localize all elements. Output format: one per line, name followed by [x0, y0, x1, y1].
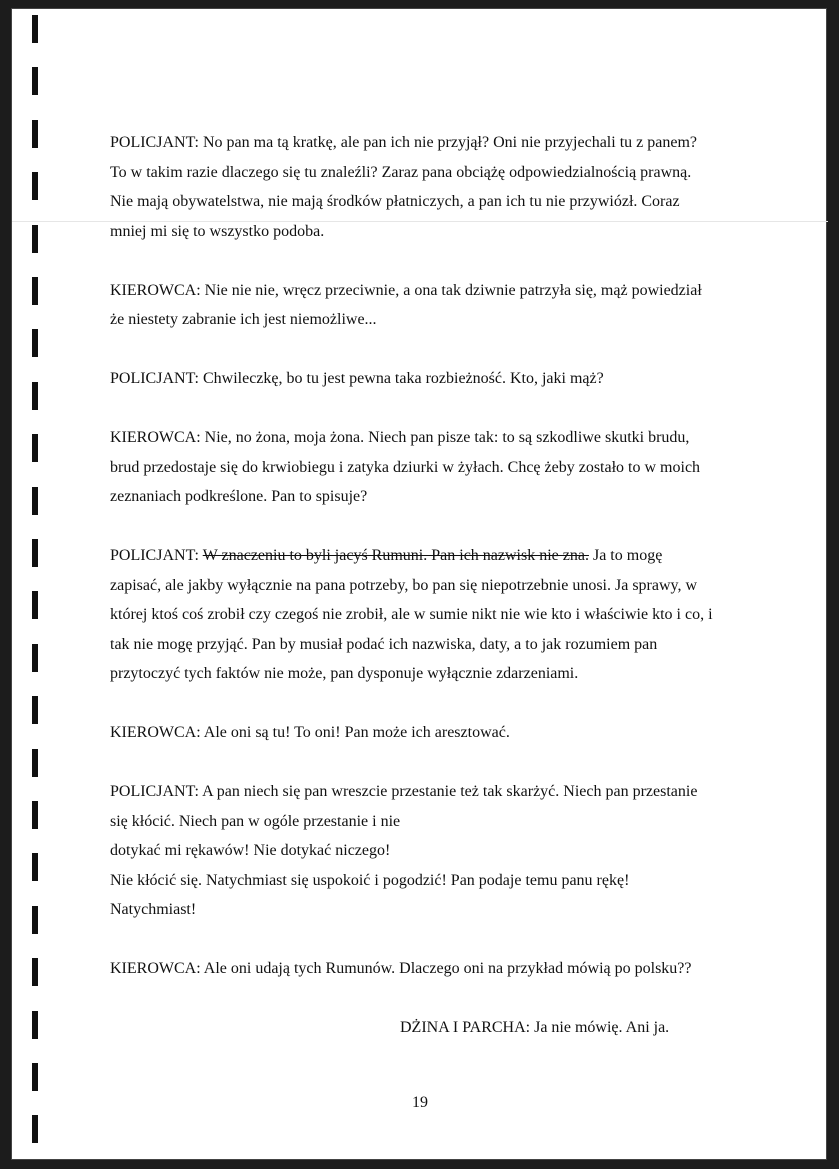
binding-hole	[32, 120, 38, 148]
dialogue-line: To w takim razie dlaczego się tu znaleźli? Zaraz pana obciążę odpowiedzialnością prawną.	[110, 163, 692, 181]
binding-hole	[32, 958, 38, 986]
dialogue-line: brud przedostaje się do krwiobiegu i zatyka dziurki w żyłach. Chcę żeby zostało to w moich	[110, 458, 701, 476]
dialogue-line: zapisać, ale jakby wyłącznie na pana potrzeby, bo pan się niepotrzebnie unosi. Ja sprawy, w	[110, 576, 698, 594]
speaker-name: DŻINA I PARCHA:	[400, 1019, 531, 1036]
dialogue-paragraph	[110, 364, 730, 394]
struck-text: W znaczeniu to byli jacyś Rumuni. Pan ich nazwisk nie zna.	[202, 547, 589, 564]
dialogue-line: przytoczyć tych faktów nie może, pan dysponuje wyłącznie zdarzeniami.	[110, 665, 579, 682]
dialogue-paragraph	[110, 954, 730, 984]
dialogue-line: Nie nie nie, wręcz przeciwnie, a ona tak dziwnie patrzyła się, mąż powiedział	[204, 281, 702, 299]
dialogue-line: tak nie mogę przyjąć. Pan by musiał podać ich nazwiska, daty, a to jak rozumiem pan	[110, 635, 658, 653]
dialogue-line: zeznaniach podkreślone. Pan to spisuje?	[110, 488, 368, 505]
dialogue-line: A pan niech się pan wreszcie przestanie też tak skarżyć. Niech pan przestanie	[202, 783, 698, 800]
dialogue-line: Chwileczkę, bo tu jest pewna taka rozbieżność. Kto, jaki mąż?	[202, 370, 604, 387]
dialogue-line: No pan ma tą kratkę, ale pan ich nie przyjął? Oni nie przyjechali tu z panem?	[202, 134, 697, 151]
dialogue-paragraph	[110, 423, 730, 512]
binding-hole	[32, 1011, 38, 1039]
binding-hole	[32, 1063, 38, 1091]
speaker-name: KIEROWCA:	[110, 724, 201, 741]
dialogue-line: Ale oni są tu! To oni! Pan może ich aresztować.	[203, 724, 510, 741]
dialogue-line: Nie kłócić się. Natychmiast się uspokoić i pogodzić! Pan podaje temu panu rękę!	[110, 871, 630, 889]
binding-hole	[32, 696, 38, 724]
dialogue-paragraph	[110, 541, 730, 689]
dialogue-line: Ja nie mówię. Ani ja.	[534, 1019, 670, 1036]
binding-hole	[32, 539, 38, 567]
dialogue-paragraph	[110, 128, 730, 246]
dialogue-line: że niestety zabranie ich jest niemożliwe...	[110, 311, 377, 328]
dialogue-line: się kłócić. Niech pan w ogóle przestanie i nie	[110, 812, 401, 830]
binding-hole	[32, 801, 38, 829]
document-page	[11, 8, 827, 1160]
dialogue-line: Nie, no żona, moja żona. Niech pan pisze tak: to są szkodliwe skutki brudu,	[204, 429, 690, 446]
speaker-name: KIEROWCA:	[110, 960, 201, 977]
dialogue-line: dotykać mi rękawów! Nie dotykać niczego!	[110, 842, 391, 859]
dialogue-line: której ktoś coś zrobił czy czegoś nie zrobił, ale w sumie nikt nie wie kto i właściwie kto i co, i	[110, 606, 713, 623]
dialogue-line: Natychmiast!	[110, 901, 197, 918]
binding-hole	[32, 1115, 38, 1143]
dialogue-paragraph	[110, 1013, 730, 1043]
binding-hole	[32, 225, 38, 253]
page-number: 19	[412, 1094, 428, 1111]
binding-hole	[32, 329, 38, 357]
binding-hole	[32, 644, 38, 672]
speaker-name: POLICJANT:	[110, 783, 199, 800]
binding-hole	[32, 749, 38, 777]
binding-hole	[32, 434, 38, 462]
speaker-name: KIEROWCA:	[110, 429, 201, 446]
speaker-name: POLICJANT:	[110, 370, 199, 387]
speaker-name: POLICJANT:	[110, 134, 199, 151]
script-text	[110, 128, 730, 1072]
dialogue-line: Ale oni udają tych Rumunów. Dlaczego oni na przykład mówią po polsku??	[203, 960, 692, 977]
binding-hole	[32, 591, 38, 619]
binding-hole	[32, 277, 38, 305]
binding-hole	[32, 172, 38, 200]
speaker-name: KIEROWCA:	[110, 281, 201, 299]
binding-hole	[32, 487, 38, 515]
dialogue-line: Ja to mogę	[592, 547, 663, 564]
binding-hole	[32, 15, 38, 43]
binding-hole	[32, 382, 38, 410]
binding-hole	[32, 906, 38, 934]
dialogue-paragraph	[110, 718, 730, 748]
binding-hole	[32, 853, 38, 881]
dialogue-line: mniej mi się to wszystko podoba.	[110, 222, 325, 240]
dialogue-line: Nie mają obywatelstwa, nie mają środków płatniczych, a pan ich tu nie przywiózł. Coraz	[110, 193, 680, 210]
dialogue-paragraph	[110, 276, 730, 335]
dialogue-paragraph	[110, 777, 730, 925]
binding-hole	[32, 67, 38, 95]
speaker-name: POLICJANT:	[110, 547, 199, 564]
